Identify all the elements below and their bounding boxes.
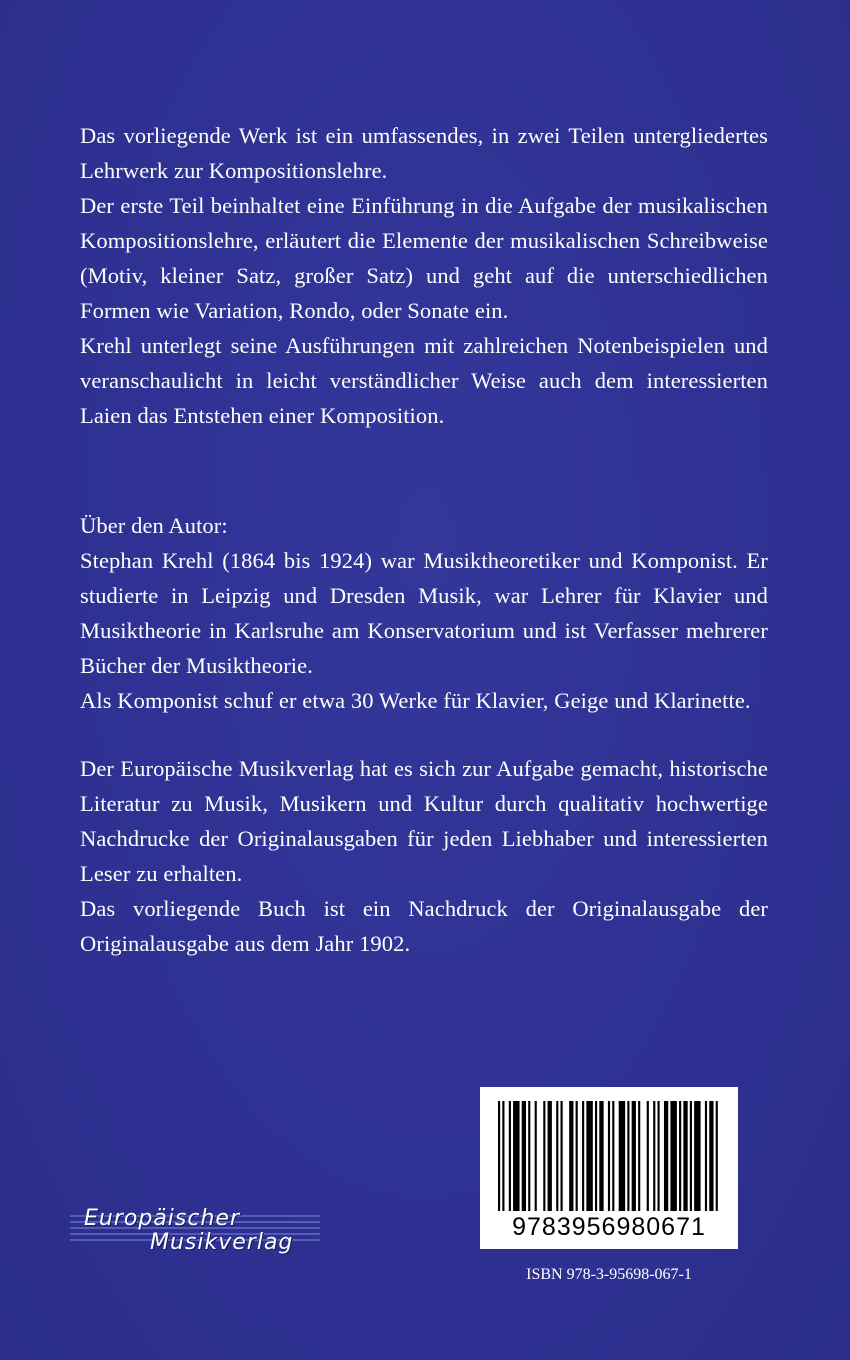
blurb-paragraph-2: Der erste Teil beinhaltet eine Einführung in die Aufgabe der musikalischen Kompositionslehre, erläutert die Elemente der musikalischen Schreibweise (Motiv, kleiner Satz, großer Satz) und geht auf die unterschiedlichen Formen wie Variation, Rondo, oder Sonate ein. — [80, 193, 768, 323]
barcode-bar — [619, 1101, 625, 1211]
barcode-bars-icon — [498, 1101, 720, 1211]
barcode-bar — [632, 1101, 636, 1211]
barcode-bar — [582, 1101, 584, 1211]
barcode-bar — [513, 1101, 519, 1211]
barcode-bar — [627, 1101, 629, 1211]
barcode-bar — [653, 1101, 655, 1211]
author-paragraph-2: Als Komponist schuf er etwa 30 Werke für Klavier, Geige und Klarinette. — [80, 688, 751, 713]
barcode-bar — [694, 1101, 700, 1211]
author-paragraph-1: Stephan Krehl (1864 bis 1924) war Musiktheoretiker und Komponist. Er studierte in Leipzig und Dresden Musik, war Lehrer für Klavier und Musiktheorie in Karlsruhe am Konservatorium und ist Verfasser mehrerer Bücher der Musiktheorie. — [80, 548, 768, 678]
barcode-bar — [595, 1101, 597, 1211]
blurb-paragraph-3: Krehl unterlegt seine Ausführungen mit zahlreichen Notenbeispielen und veranschaulicht in leicht verständlicher Weise auch dem interessierten Laien das Entstehen einer Komposition. — [80, 333, 768, 428]
barcode-bar — [705, 1101, 707, 1211]
barcode-digits: 9783956980671 — [512, 1213, 706, 1241]
barcode-bar — [709, 1101, 713, 1211]
barcode-bar — [664, 1101, 668, 1211]
publisher-logo — [70, 1200, 330, 1270]
author-section — [80, 508, 768, 718]
barcode-bar — [535, 1101, 537, 1211]
publisher-paragraph-2: Das vorliegende Buch ist ein Nachdruck der Originalausgabe der Originalausgabe aus dem Jahr 1902. — [80, 896, 768, 956]
logo-line-2: Musikverlag — [150, 1230, 294, 1255]
barcode-bar — [683, 1101, 687, 1211]
barcode-bar — [522, 1101, 526, 1211]
barcode-bar — [498, 1101, 500, 1211]
barcode-bar — [576, 1101, 578, 1211]
barcode-bar — [670, 1101, 676, 1211]
barcode-bar — [690, 1101, 692, 1211]
blurb-section — [80, 118, 768, 433]
publisher-section — [80, 751, 768, 961]
publisher-paragraph-1: Der Europäische Musikverlag hat es sich zur Aufgabe gemacht, historische Literatur zu Musik, Musikern und Kultur durch qualitativ hochwertige Nachdrucke der Originalausgaben für jeden Liebhaber und interessierten Leser zu erhalten. — [80, 756, 768, 886]
barcode-bar — [569, 1101, 573, 1211]
barcode-bar — [561, 1101, 563, 1211]
barcode-bar — [716, 1101, 718, 1211]
barcode-bar — [657, 1101, 659, 1211]
isbn-label: ISBN 978-3-95698-067-1 — [526, 1266, 692, 1283]
barcode-bar — [679, 1101, 681, 1211]
barcode-bar — [586, 1101, 592, 1211]
barcode-bar — [528, 1101, 530, 1211]
logo-line-1: Europäischer — [84, 1206, 240, 1231]
barcode-bar — [638, 1101, 640, 1211]
barcode-bar — [556, 1101, 558, 1211]
barcode-bar — [647, 1101, 649, 1211]
barcode-bar — [548, 1101, 552, 1211]
barcode-bar — [543, 1101, 545, 1211]
barcode — [480, 1087, 738, 1249]
barcode-bar — [612, 1101, 614, 1211]
author-heading: Über den Autor: — [80, 513, 228, 538]
barcode-bar — [502, 1101, 504, 1211]
blurb-paragraph-1: Das vorliegende Werk ist ein umfassendes, in zwei Teilen untergliedertes Lehrwerk zur Kompositionslehre. — [80, 123, 768, 183]
barcode-bar — [509, 1101, 511, 1211]
barcode-bar — [608, 1101, 610, 1211]
barcode-bar — [599, 1101, 603, 1211]
